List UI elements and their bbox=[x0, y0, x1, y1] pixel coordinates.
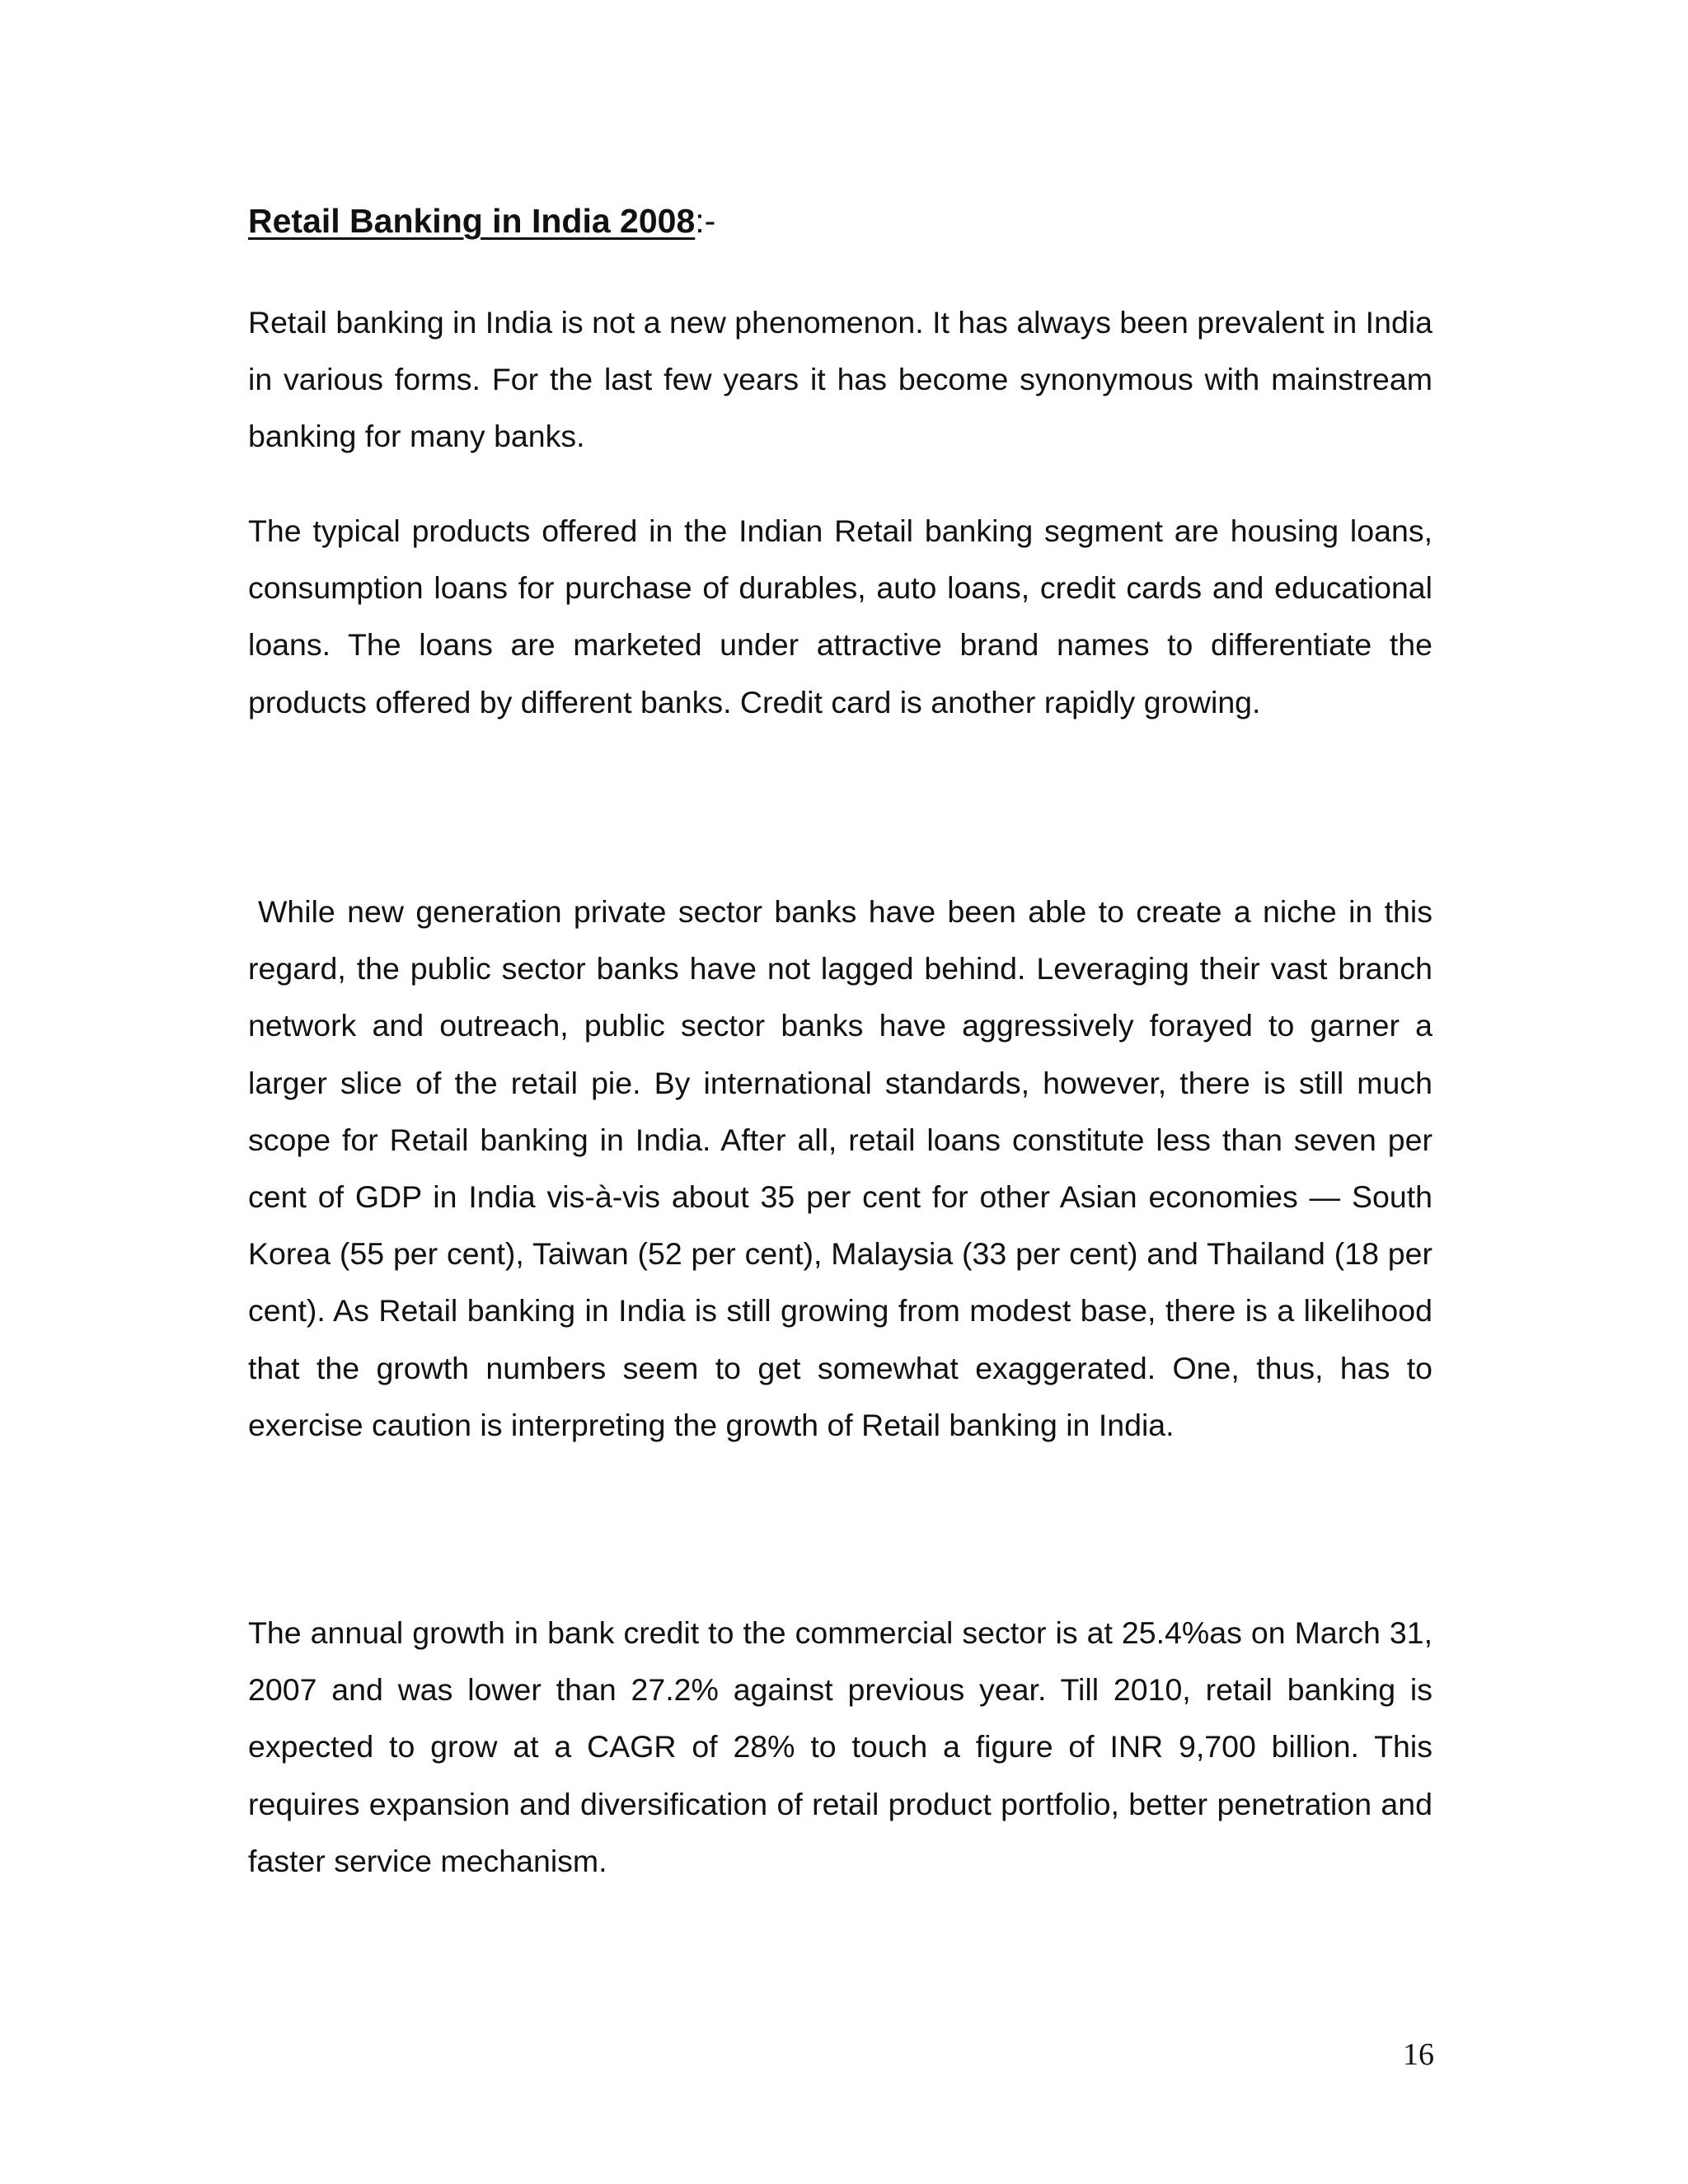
section-heading-suffix: :- bbox=[695, 202, 716, 240]
paragraph-growth: The annual growth in bank credit to the commercial sector is at 25.4%as on March 31, 2007 and was lower than 27.2% against previous year. Till 2010, retail banking is expected to grow at a CAGR of 28% to touch a figure of INR 9,700 billion. This requires expansion and diversification of retail product portfolio, better penetration and faster service mechanism. bbox=[248, 1615, 1432, 1878]
paragraph-products: The typical products offered in the Indian Retail banking segment are housing loans, consumption loans for purchase of durables, auto loans, credit cards and educational loans. The loans are marketed under attractive brand names to differentiate the products offered by different banks. Credit card is another rapidly growing. bbox=[248, 513, 1432, 719]
paragraph-intro: Retail banking in India is not a new phenomenon. It has always been prevalent in India in various forms. For the last few years it has become synonymous with mainstream banking for many banks. bbox=[248, 305, 1432, 454]
section-heading bbox=[248, 196, 715, 246]
page-number: 16 bbox=[1403, 2037, 1434, 2072]
section-heading-title: Retail Banking in India 2008 bbox=[248, 202, 696, 240]
paragraph-public-sector: While new generation private sector banks have been able to create a niche in this regard, the public sector banks have not lagged behind. Leveraging their vast branch network and outreach, public sector banks have aggressively forayed to garner a larger slice of the retail pie. By international standards, however, there is still much scope for Retail banking in India. After all, retail loans constitute less than seven per cent of GDP in India vis-à-vis about 35 per cent for other Asian economies — South Korea (55 per cent), Taiwan (52 per cent), Malaysia (33 per cent) and Thailand (18 per cent). As Retail banking in India is still growing from modest base, there is a likelihood that the growth numbers seem to get somewhat exaggerated. One, thus, has to exercise caution is interpreting the growth of Retail banking in India. bbox=[248, 894, 1432, 1442]
